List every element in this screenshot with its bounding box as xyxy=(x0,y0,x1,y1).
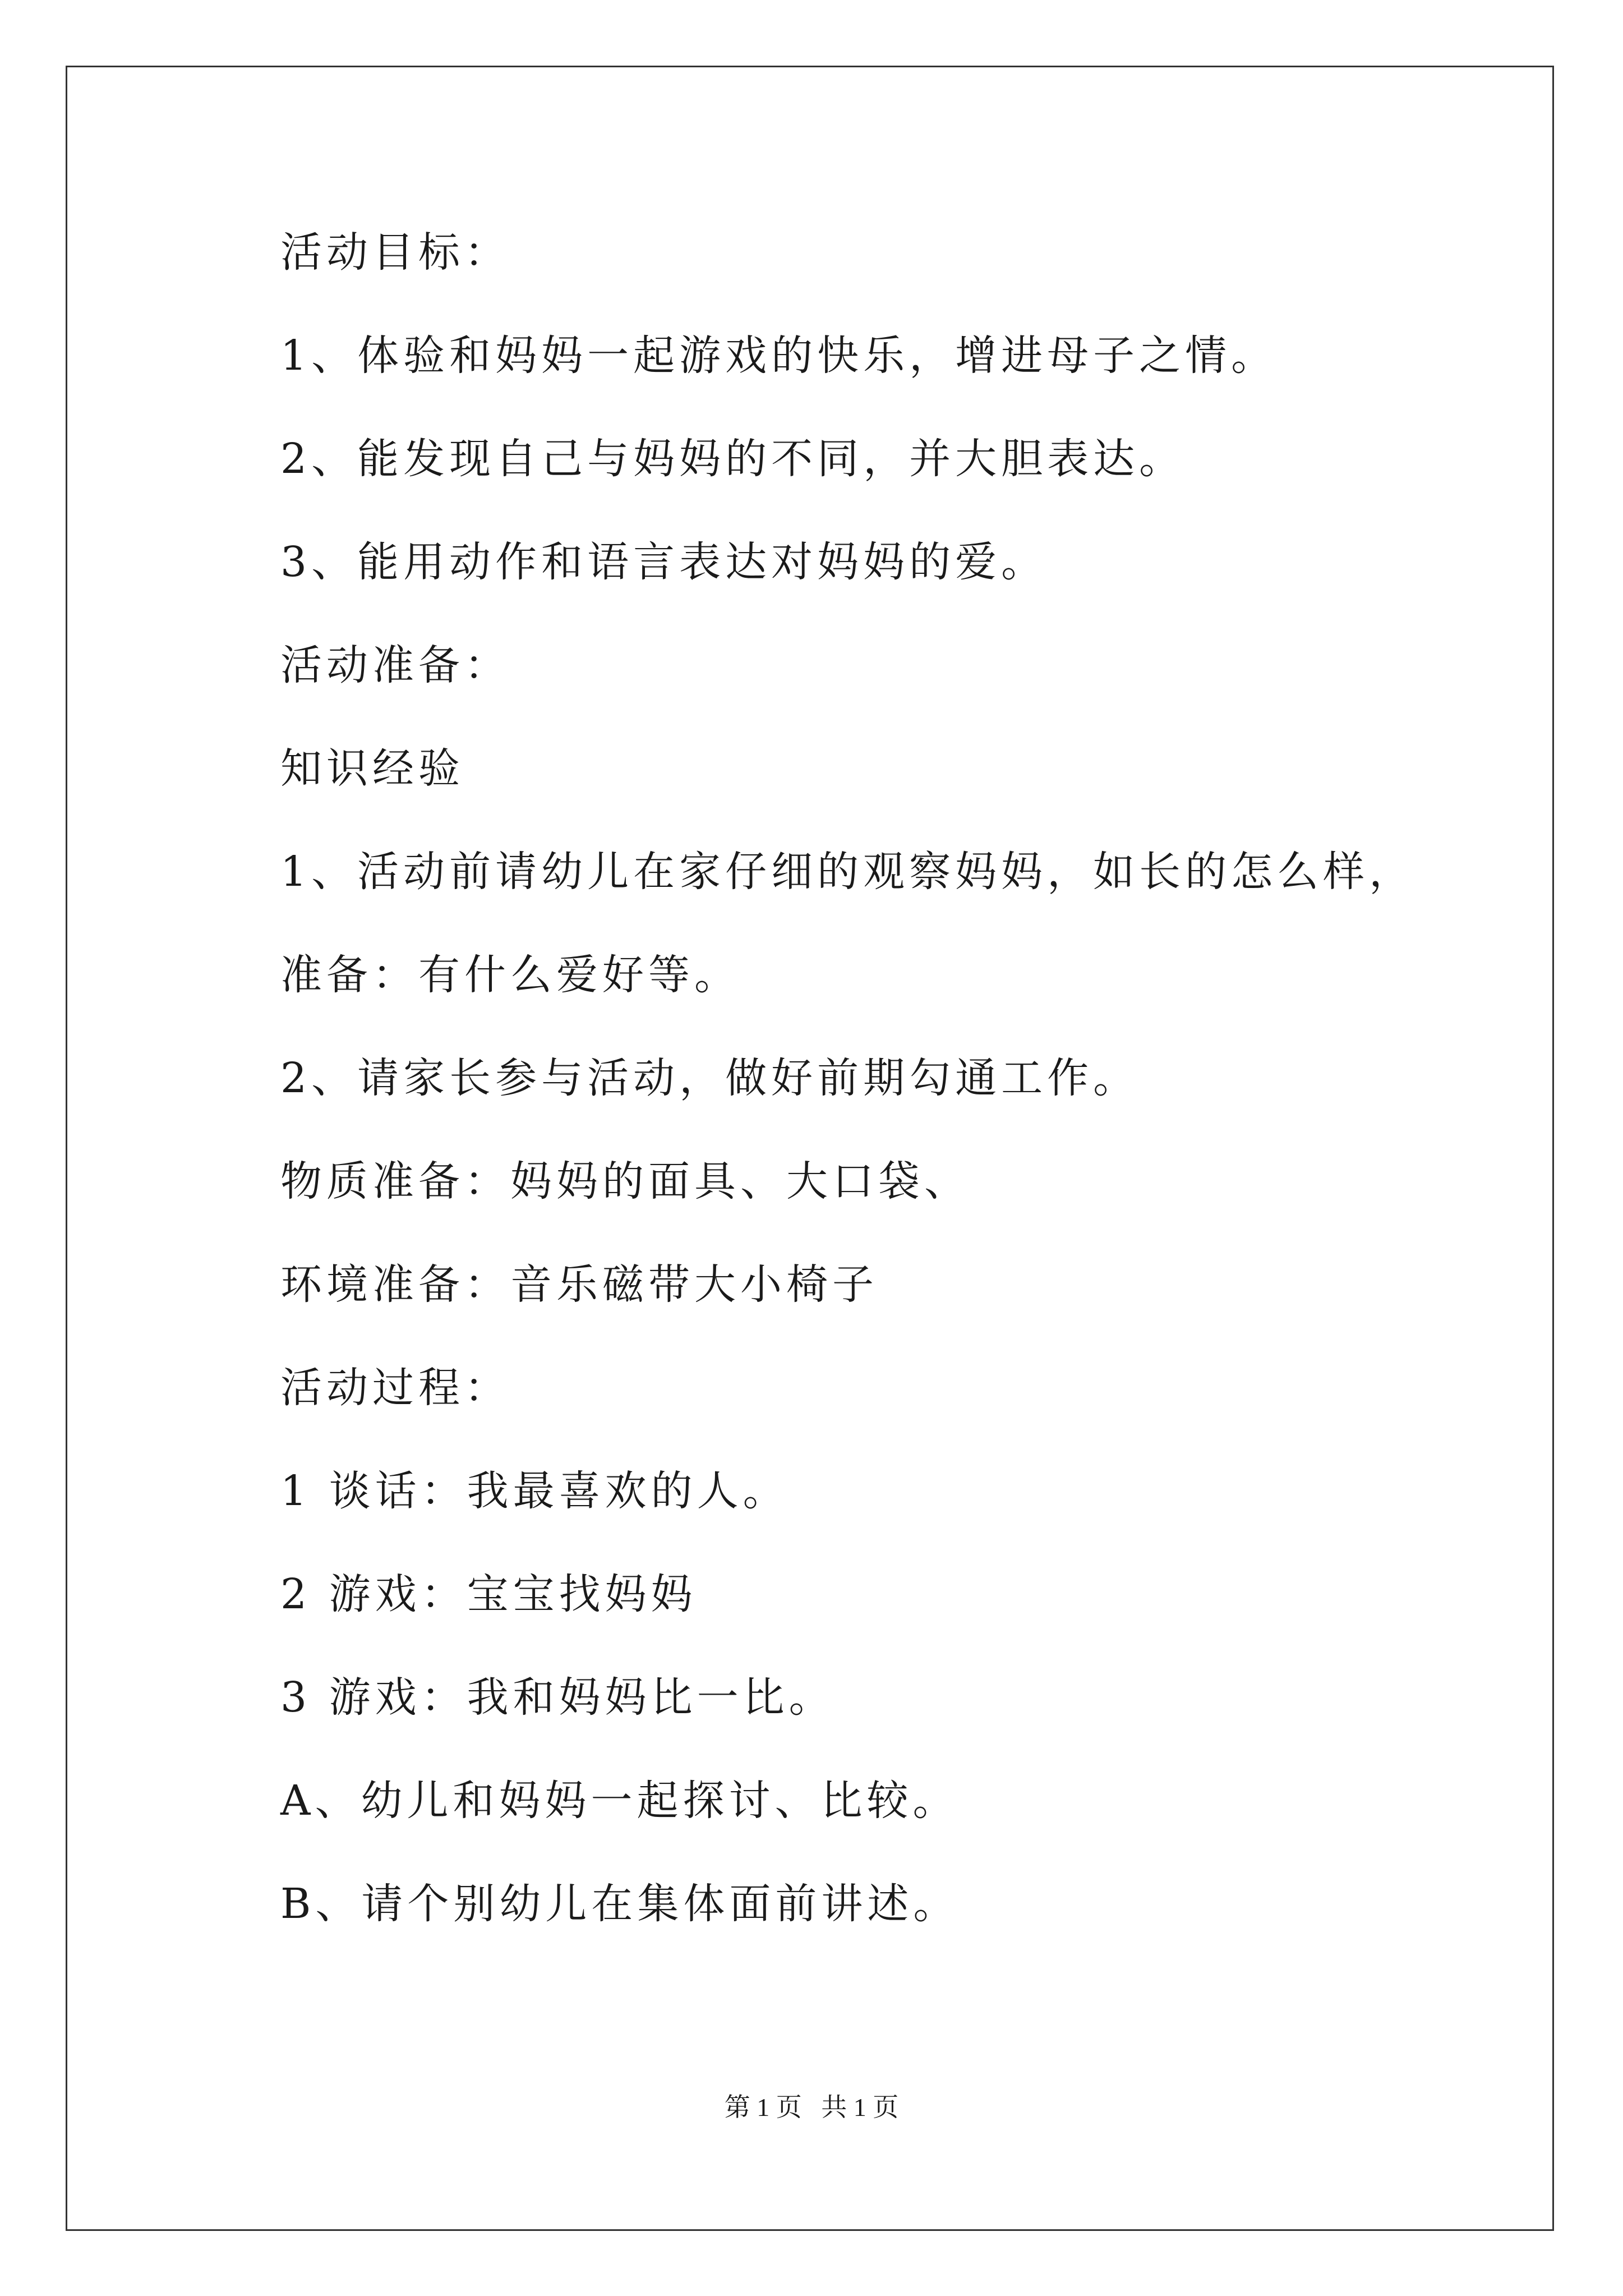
page-number-footer: 第 1 页 共 1 页 xyxy=(724,2093,899,2122)
preparation-item-2: 2、请家长参与活动，做好前期勾通工作。 xyxy=(280,1054,1140,1102)
process-substep-b: B、请个别幼儿在集体面前讲述。 xyxy=(280,1880,960,1928)
goal-item-1: 1、体验和妈妈一起游戏的快乐，增进母子之情。 xyxy=(280,332,1278,380)
document-body xyxy=(280,222,1486,1976)
process-step-1: 1 谈话：我最喜欢的人。 xyxy=(280,1467,789,1515)
preparation-item-1: 1、活动前请幼儿在家仔细的观察妈妈，如长的怎么样， xyxy=(280,848,1415,896)
goal-item-2: 2、能发现自己与妈妈的不同，并大胆表达。 xyxy=(280,435,1186,483)
subheading-knowledge: 知识经验 xyxy=(280,744,464,793)
process-substep-a: A、幼儿和妈妈一起探讨、比较。 xyxy=(280,1777,959,1825)
section-heading-process: 活动过程： xyxy=(280,1364,510,1412)
section-heading-goals: 活动目标： xyxy=(280,228,510,277)
section-heading-preparation: 活动准备： xyxy=(280,641,510,689)
preparation-item-1-continued: 准备：有什么爱好等。 xyxy=(280,951,740,999)
goal-item-3: 3、能用动作和语言表达对妈妈的爱。 xyxy=(280,538,1048,586)
process-step-3: 3 游戏：我和妈妈比一比。 xyxy=(280,1673,835,1722)
process-step-2: 2 游戏：宝宝找妈妈 xyxy=(280,1570,697,1618)
environment-preparation: 环境准备：音乐磁带大小椅子 xyxy=(280,1260,878,1309)
material-preparation: 物质准备：妈妈的面具、大口袋、 xyxy=(280,1157,970,1205)
